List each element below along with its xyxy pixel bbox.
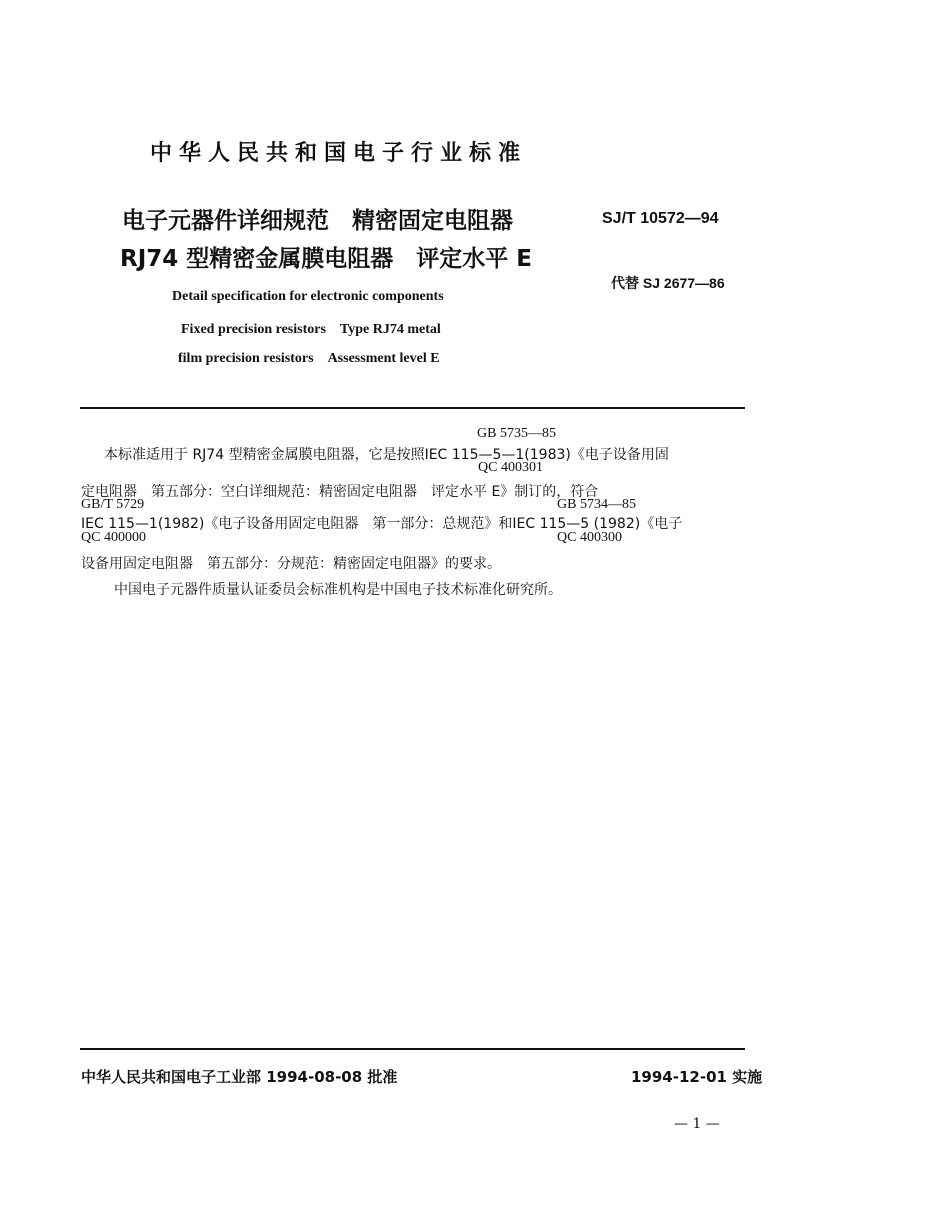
footer-divider: [80, 1048, 745, 1050]
standard-code: SJ/T 10572—94: [602, 210, 719, 227]
annotation-gbt5729: GB/T 5729: [81, 497, 145, 512]
chinese-title-line-2: RJ74 型精密金属膜电阻器 评定水平 E: [120, 246, 533, 272]
annotation-qc400000: QC 400000: [81, 530, 146, 545]
english-title-line-1: Detail specification for electronic components: [172, 289, 444, 304]
implementation-date: 1994-12-01 实施: [631, 1068, 763, 1086]
annotation-qc400301: QC 400301: [478, 460, 543, 475]
paragraph-1-line-2: 定电阻器 第五部分：空白详细规范：精密固定电阻器 评定水平 E》制订的，符合: [81, 484, 599, 500]
annotation-gb5735: GB 5735—85: [477, 426, 556, 441]
replaces-standard: 代替 SJ 2677—86: [611, 275, 725, 291]
header-divider: [80, 407, 745, 409]
english-title-line-3: film precision resistors Assessment level E: [178, 351, 440, 366]
annotation-gb5734: GB 5734—85: [557, 497, 636, 512]
paragraph-1-line-4: 设备用固定电阻器 第五部分：分规范：精密固定电阻器》的要求。: [81, 556, 501, 572]
industry-standard-header: 中华人民共和国电子行业标准: [150, 141, 528, 166]
paragraph-2: 中国电子元器件质量认证委员会标准机构是中国电子技术标准化研究所。: [114, 582, 562, 598]
chinese-title-line-1: 电子元器件详细规范 精密固定电阻器: [122, 208, 513, 234]
paragraph-1-line-3: IEC 115—1(1982)《电子设备用固定电阻器 第一部分：总规范》和IEC 115—5 (1982)《电子: [81, 516, 683, 532]
approval-text: 中华人民共和国电子工业部 1994-08-08 批准: [81, 1068, 398, 1086]
english-title-line-2: Fixed precision resistors Type RJ74 metal: [181, 322, 441, 337]
annotation-qc400300: QC 400300: [557, 530, 622, 545]
paragraph-1-line-1: 本标准适用于 RJ74 型精密金属膜电阻器，它是按照IEC 115—5—1(1983)《电子设备用固: [104, 447, 669, 463]
page-number: — 1 —: [674, 1116, 720, 1132]
